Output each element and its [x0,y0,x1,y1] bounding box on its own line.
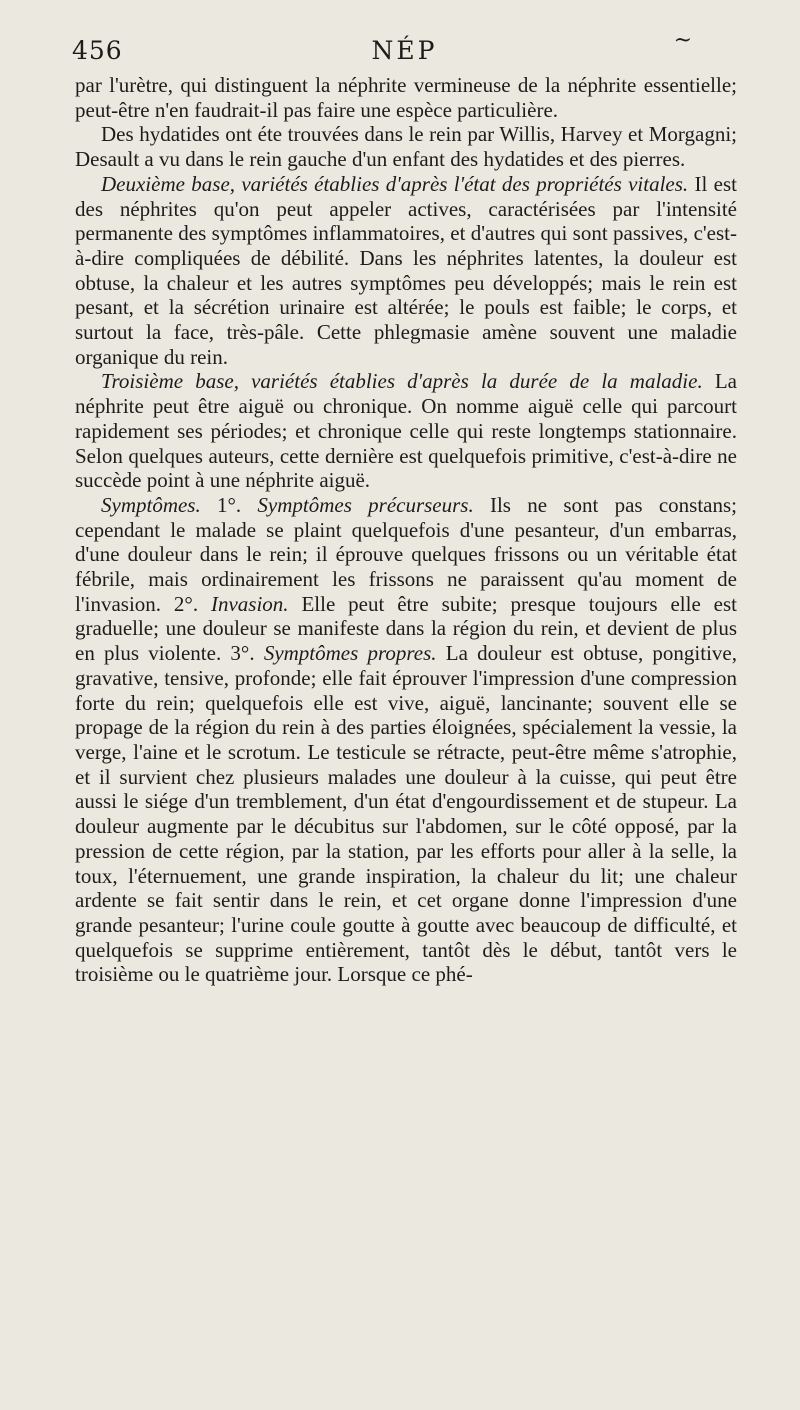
paragraph [75,73,737,122]
text-run: Elle peut être subite; presque toujours elle est graduelle; une douleur se manifeste dans la région du rein, et devient de plus en plus violente. 3°. [75,591,737,666]
text-run: La néphrite peut être aiguë ou chronique. On nomme aiguë celle qui parcourt rapidement ses périodes; et chronique celle qui reste longtemps stationnaire. Selon quelques auteurs, cette dernière est quelquefois primitive, c'est-à-dire ne succède point à une néphrite aiguë. [75,369,737,493]
italic-heading: Symptômes précurseurs. [257,492,474,517]
italic-heading: Troisième base, variétés établies d'après la durée de la maladie. [101,369,703,394]
italic-heading: Invasion. [210,591,289,616]
body-text [75,73,737,987]
page-number: 456 [72,36,123,65]
running-head: NÉP [371,36,438,65]
paragraph [75,369,737,493]
text-run: Ils ne sont pas constans; cependant le malade se plaint quelquefois d'une pesanteur, d'un embarras, d'une douleur dans le rein; il éprouve quelques frissons ou un véritable état fébrile, mais ordinairement les frissons ne paraissent qu'au moment de l'invasion. 2°. [75,492,737,616]
text-run: 1°. [200,492,258,517]
paragraph [75,493,737,987]
paragraph [75,122,737,171]
text-run: par l'urètre, qui distinguent la néphrite vermineuse de la néphrite essentielle; peut-être n'en faudrait-il pas faire une espèce particulière. [75,73,737,122]
text-run: La douleur est obtuse, pongitive, gravative, tensive, profonde; elle fait éprouver l'impression d'une compression forte du rein; quelquefois elle est vive, aiguë, lancinante; souvent elle se propage de la région du rein à des parties éloignées, spécialement la vessie, la verge, l'aine et le scrotum. Le testicule se rétracte, peut-être même s'atrophie, et il survient chez plusieurs malades une douleur à la cuisse, qui peut être aussi le siége d'un tremblement, d'un état d'engourdissement et de stupeur. La douleur augmente par le décubitus sur l'abdomen, sur le côté opposé, par la pression de cette région, par la station, par les efforts pour aller à la selle, la toux, l'éternuement, une grande inspiration, la chaleur du lit; une chaleur ardente se fait sentir dans le rein, et cet organe donne l'impression d'une grande pesanteur; l'urine coule goutte à goutte avec beaucoup de difficulté, et quelquefois se supprime entièrement, tantôt dès le début, tantôt vers le troisième ou le quatrième jour. Lorsque ce phé- [75,641,738,987]
text-run: Des hydatides ont éte trouvées dans le rein par Willis, Harvey et Morgagni; Desault a vu dans le rein gauche d'un enfant des hydatides et des pierres. [75,122,737,172]
page-header [72,28,737,76]
italic-heading: Deuxième base, variétés établies d'après l'état des propriétés vitales. [101,171,689,196]
paragraph [75,172,737,370]
ornament-mark: ~ [673,28,692,53]
italic-heading: Symptômes propres. [263,641,437,666]
text-run: Il est des néphrites qu'on peut appeler actives, caractérisées par l'intensité permanente des symptômes inflammatoires, et d'autres qui sont passives, c'est-à-dire compliquées de débilité. Dans les néphrites latentes, la douleur est obtuse, la chaleur et les autres symptômes peu développés; mais le rein est pesant, et la sécrétion urinaire est altérée; le pouls est faible; le corps, et surtout la face, très-pâle. Cette phlegmasie amène souvent une maladie organique du rein. [75,171,737,369]
italic-heading: Symptômes. [101,492,201,517]
